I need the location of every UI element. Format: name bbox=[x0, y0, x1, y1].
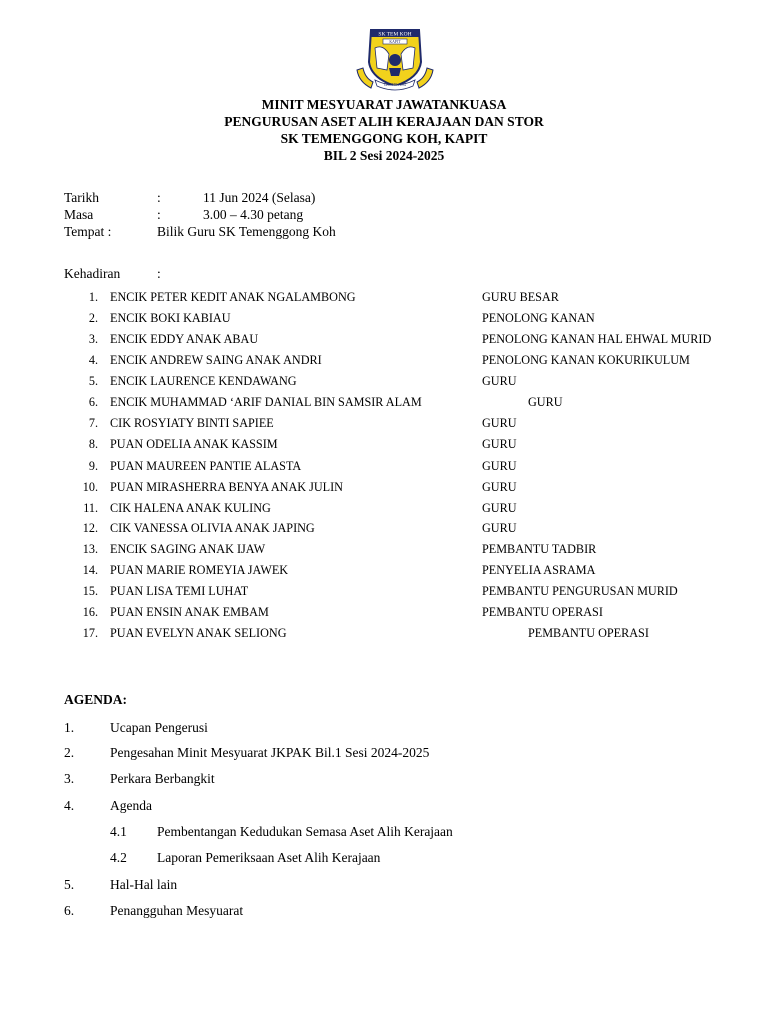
agenda-item-number: 3. bbox=[64, 771, 75, 786]
attendee-role: GURU bbox=[482, 459, 517, 473]
minutes-title-line-3: SK TEMENGGONG KOH, KAPIT bbox=[280, 131, 488, 146]
attendee-name: PUAN ENSIN ANAK EMBAM bbox=[110, 605, 269, 619]
attendee-role: PEMBANTU TADBIR bbox=[482, 542, 597, 556]
agenda-subitem-number: 4.2 bbox=[110, 850, 127, 865]
attendee-role: GURU bbox=[528, 395, 563, 409]
attendee-role: GURU bbox=[482, 480, 517, 494]
minutes-title-line-1: MINIT MESYUARAT JAWATANKUASA bbox=[261, 97, 507, 112]
kehadiran-colon: : bbox=[157, 266, 161, 281]
attendee-name: ENCIK EDDY ANAK ABAU bbox=[110, 332, 259, 346]
attendance-number: 15. bbox=[82, 584, 98, 598]
agenda-item-number: 6. bbox=[64, 903, 75, 918]
school-crest-logo bbox=[353, 24, 437, 92]
agenda-item-text: Agenda bbox=[110, 798, 152, 813]
attendee-name: PUAN MIRASHERRA BENYA ANAK JULIN bbox=[110, 480, 343, 494]
tarikh-colon: : bbox=[157, 190, 161, 205]
attendance-number: 16. bbox=[82, 605, 98, 619]
attendee-name: ENCIK LAURENCE KENDAWANG bbox=[110, 374, 297, 388]
attendee-name: ENCIK MUHAMMAD ‘ARIF DANIAL BIN SAMSIR ALAM bbox=[110, 395, 422, 409]
agenda-item-text: Perkara Berbangkit bbox=[110, 771, 215, 786]
attendee-name: ENCIK BOKI KABIAU bbox=[110, 311, 231, 325]
attendance-number: 9. bbox=[88, 459, 98, 473]
agenda-item-number: 4. bbox=[64, 798, 75, 813]
agenda-subitem-text: Pembentangan Kedudukan Semasa Aset Alih Kerajaan bbox=[157, 824, 453, 839]
agenda-item-text: Hal-Hal lain bbox=[110, 877, 178, 892]
svg-text:CEMERLANG: CEMERLANG bbox=[383, 83, 407, 87]
attendee-name: PUAN ODELIA ANAK KASSIM bbox=[110, 437, 278, 451]
attendee-name: ENCIK SAGING ANAK IJAW bbox=[110, 542, 266, 556]
attendance-number: 8. bbox=[88, 437, 98, 451]
attendee-name: CIK HALENA ANAK KULING bbox=[110, 501, 271, 515]
minutes-title-line-4: BIL 2 Sesi 2024-2025 bbox=[323, 148, 445, 163]
attendance-number: 11. bbox=[83, 501, 98, 515]
attendance-number: 17. bbox=[82, 626, 98, 640]
attendance-number: 5. bbox=[88, 374, 98, 388]
tempat-value: Bilik Guru SK Temenggong Koh bbox=[157, 224, 336, 239]
attendee-role: GURU bbox=[482, 416, 517, 430]
attendee-name: ENCIK ANDREW SAING ANAK ANDRI bbox=[110, 353, 322, 367]
attendee-role: PENOLONG KANAN KOKURIKULUM bbox=[482, 353, 690, 367]
kehadiran-label: Kehadiran bbox=[64, 266, 121, 281]
agenda-subitem-text: Laporan Pemeriksaan Aset Alih Kerajaan bbox=[157, 850, 381, 865]
attendance-number: 6. bbox=[88, 395, 98, 409]
attendee-role: GURU BESAR bbox=[482, 290, 559, 304]
tempat-label: Tempat : bbox=[64, 224, 112, 239]
attendee-role: GURU bbox=[482, 501, 517, 515]
attendee-name: CIK ROSYIATY BINTI SAPIEE bbox=[110, 416, 274, 430]
agenda-item-number: 5. bbox=[64, 877, 75, 892]
attendance-number: 2. bbox=[88, 311, 98, 325]
attendee-name: ENCIK PETER KEDIT ANAK NGALAMBONG bbox=[110, 290, 356, 304]
masa-label: Masa bbox=[64, 207, 94, 222]
attendee-role: PENOLONG KANAN HAL EHWAL MURID bbox=[482, 332, 712, 346]
attendance-number: 10. bbox=[82, 480, 98, 494]
attendee-name: CIK VANESSA OLIVIA ANAK JAPING bbox=[110, 521, 315, 535]
attendee-role: PEMBANTU PENGURUSAN MURID bbox=[482, 584, 678, 598]
agenda-item-text: Ucapan Pengerusi bbox=[110, 720, 208, 735]
attendance-number: 12. bbox=[82, 521, 98, 535]
tarikh-value: 11 Jun 2024 (Selasa) bbox=[203, 190, 316, 205]
svg-text:KAPIT: KAPIT bbox=[389, 40, 401, 44]
attendee-name: PUAN MARIE ROMEYIA JAWEK bbox=[110, 563, 289, 577]
minutes-title-line-2: PENGURUSAN ASET ALIH KERAJAAN DAN STOR bbox=[224, 114, 544, 129]
agenda-item-text: Penangguhan Mesyuarat bbox=[110, 903, 244, 918]
attendee-role: PENOLONG KANAN bbox=[482, 311, 595, 325]
attendee-name: PUAN LISA TEMI LUHAT bbox=[110, 584, 249, 598]
attendee-role: GURU bbox=[482, 374, 517, 388]
attendee-role: PEMBANTU OPERASI bbox=[528, 626, 649, 640]
attendance-number: 7. bbox=[88, 416, 98, 430]
attendance-number: 4. bbox=[88, 353, 98, 367]
attendance-number: 14. bbox=[82, 563, 98, 577]
agenda-subitem-number: 4.1 bbox=[110, 824, 127, 839]
tarikh-label: Tarikh bbox=[64, 190, 100, 205]
attendee-name: PUAN MAUREEN PANTIE ALASTA bbox=[110, 459, 302, 473]
attendee-name: PUAN EVELYN ANAK SELIONG bbox=[110, 626, 287, 640]
masa-value: 3.00 – 4.30 petang bbox=[203, 207, 304, 222]
attendee-role: GURU bbox=[482, 521, 517, 535]
masa-colon: : bbox=[157, 207, 161, 222]
agenda-item-number: 1. bbox=[64, 720, 75, 735]
agenda-heading: AGENDA: bbox=[64, 692, 127, 707]
attendance-number: 3. bbox=[88, 332, 98, 346]
attendee-role: PEMBANTU OPERASI bbox=[482, 605, 603, 619]
attendee-role: PENYELIA ASRAMA bbox=[482, 563, 596, 577]
attendee-role: GURU bbox=[482, 437, 517, 451]
agenda-item-number: 2. bbox=[64, 745, 75, 760]
attendance-number: 13. bbox=[82, 542, 98, 556]
agenda-item-text: Pengesahan Minit Mesyuarat JKPAK Bil.1 Sesi 2024-2025 bbox=[110, 745, 430, 760]
attendance-number: 1. bbox=[88, 290, 98, 304]
svg-text:SK TEM KOH: SK TEM KOH bbox=[378, 31, 412, 38]
